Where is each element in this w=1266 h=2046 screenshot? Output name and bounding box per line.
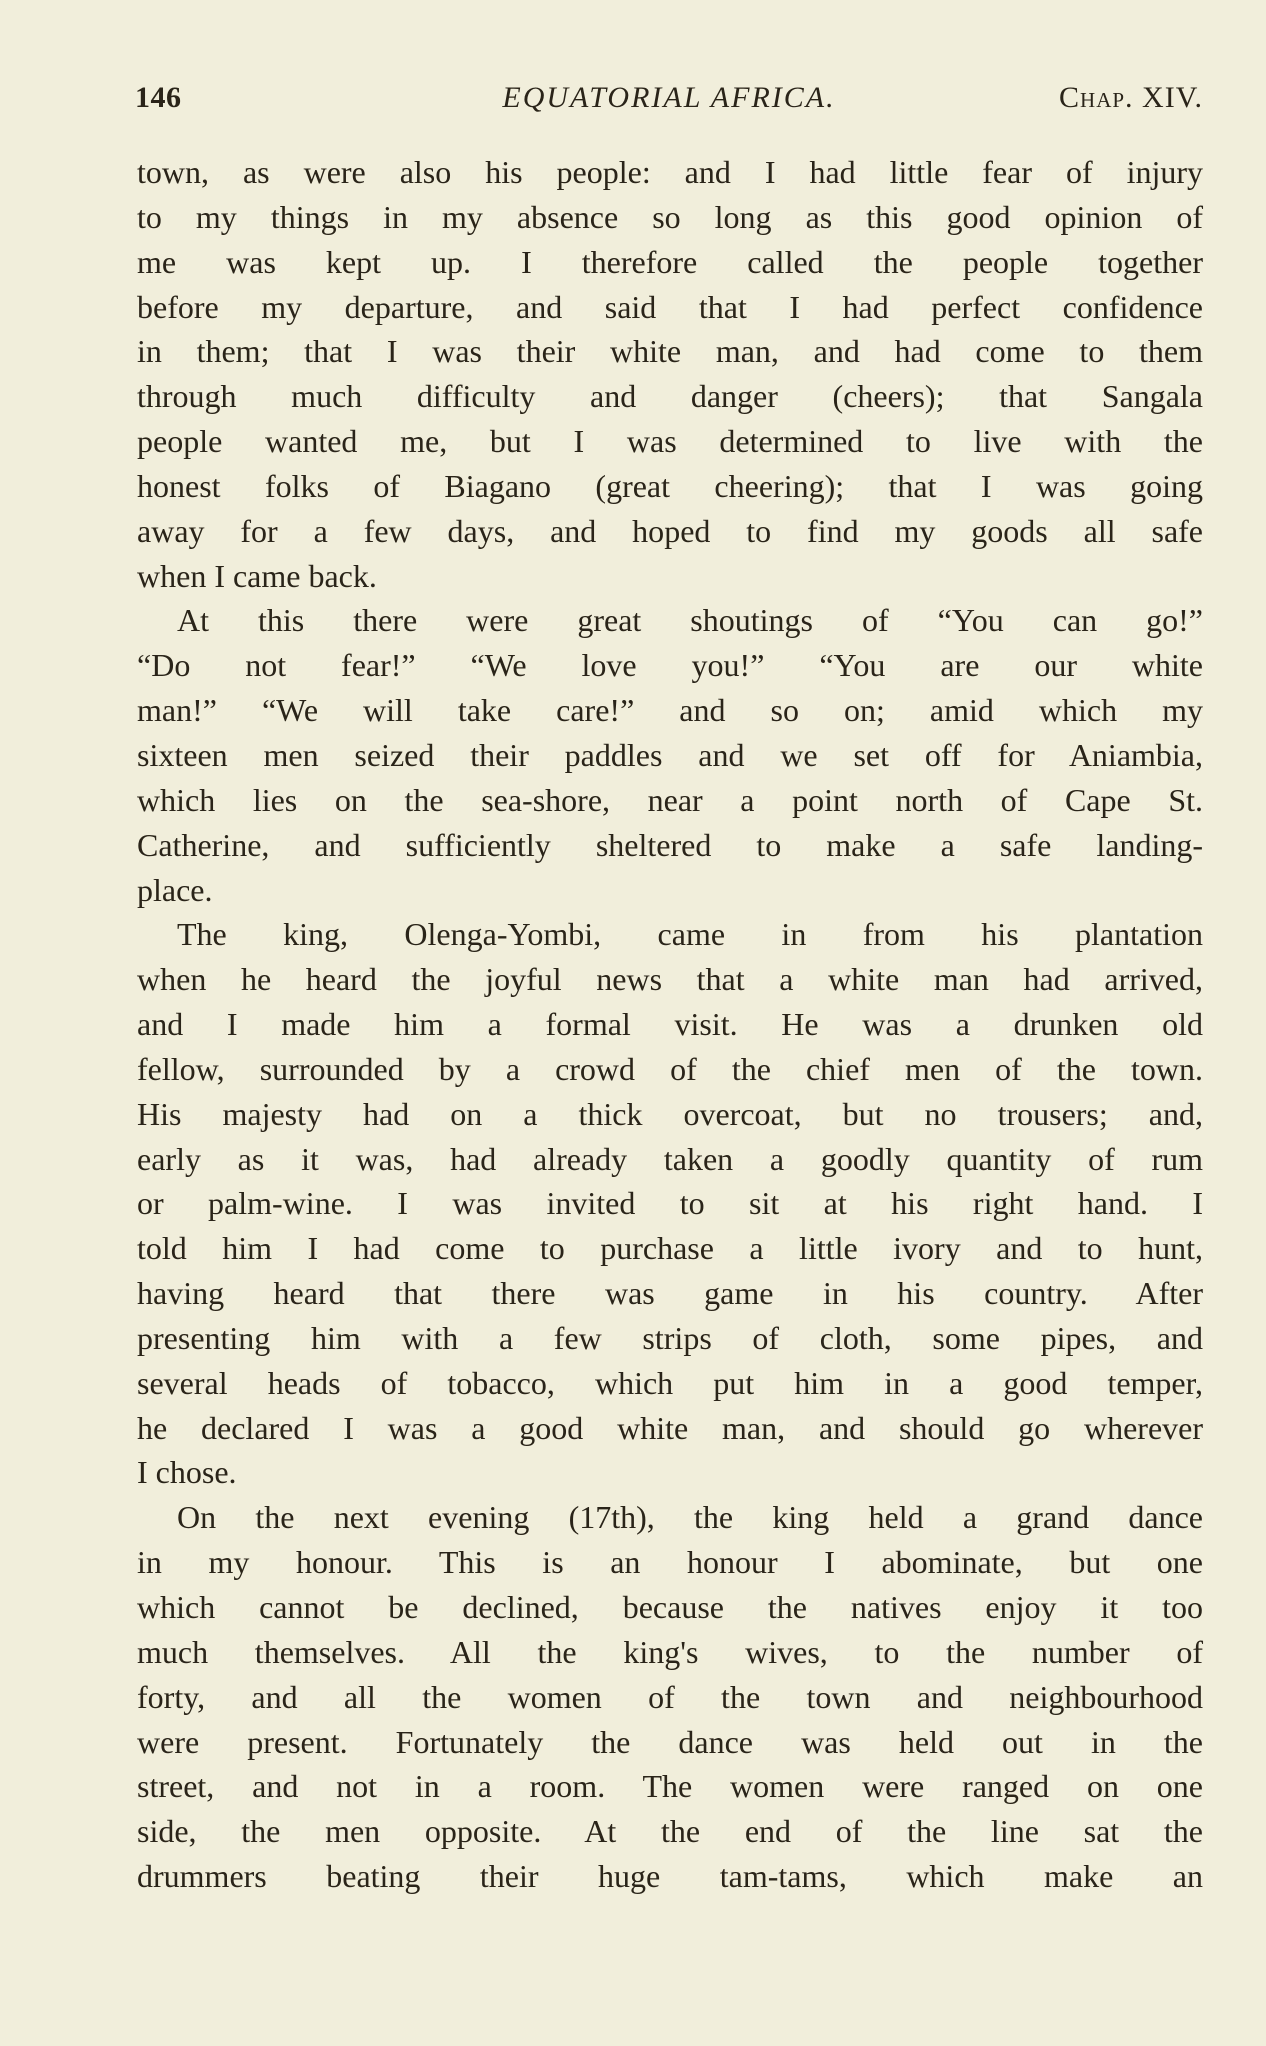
paragraph-start-line: On the next evening (17th), the king held a grand dance <box>177 1499 1203 1536</box>
text-line: which lies on the sea-shore, near a point north of Cape St. <box>137 781 1203 818</box>
text-line: people wanted me, but I was determined to live with the <box>137 423 1203 460</box>
text-line: when he heard the joyful news that a white man had arrived, <box>137 961 1203 998</box>
text-line: or palm-wine. I was invited to sit at his right hand. I <box>137 1185 1203 1222</box>
running-title: EQUATORIAL AFRICA. <box>502 81 836 114</box>
text-line: in my honour. This is an honour I abominate, but one <box>137 1544 1203 1581</box>
text-line: several heads of tobacco, which put him in a good temper, <box>137 1364 1203 1401</box>
text-line: he declared I was a good white man, and should go wherever <box>137 1409 1203 1446</box>
text-line: “Do not fear!” “We love you!” “You are our white <box>137 647 1203 684</box>
body-text <box>137 150 1203 1899</box>
text-line: before my departure, and said that I had perfect confidence <box>137 288 1203 325</box>
text-line: and I made him a formal visit. He was a drunken old <box>137 1006 1203 1043</box>
text-line: I chose. <box>137 1454 237 1491</box>
text-line: Catherine, and sufficiently sheltered to make a safe landing- <box>137 826 1203 863</box>
chapter-label: Chap. XIV. <box>1059 81 1203 114</box>
page-header <box>135 76 1203 120</box>
text-line: honest folks of Biagano (great cheering); that I was going <box>137 467 1203 504</box>
text-line: in them; that I was their white man, and had come to them <box>137 333 1203 370</box>
text-line: fellow, surrounded by a crowd of the chief men of the town. <box>137 1050 1203 1087</box>
text-line: man!” “We will take care!” and so on; amid which my <box>137 692 1203 729</box>
text-line: to my things in my absence so long as this good opinion of <box>137 198 1203 235</box>
text-line: place. <box>137 871 213 908</box>
text-line: much themselves. All the king's wives, to the number of <box>137 1633 1203 1670</box>
paragraph-start-line: The king, Olenga-Yombi, came in from his plantation <box>177 916 1203 953</box>
text-line: through much difficulty and danger (cheers); that Sangala <box>137 378 1203 415</box>
text-line: which cannot be declined, because the natives enjoy it too <box>137 1589 1203 1625</box>
text-line: town, as were also his people: and I had little fear of injury <box>137 154 1203 190</box>
text-line: forty, and all the women of the town and neighbourhood <box>137 1678 1203 1715</box>
text-line: away for a few days, and hoped to find my goods all safe <box>137 512 1203 549</box>
text-line: having heard that there was game in his country. After <box>137 1275 1203 1312</box>
text-line: street, and not in a room. The women were ranged on one <box>137 1768 1203 1805</box>
text-line: me was kept up. I therefore called the people together <box>137 243 1203 280</box>
text-line: His majesty had on a thick overcoat, but no trousers; and, <box>137 1095 1203 1132</box>
text-line: side, the men opposite. At the end of the line sat the <box>137 1813 1203 1850</box>
text-line: were present. Fortunately the dance was held out in the <box>137 1723 1203 1760</box>
page-number: 146 <box>135 81 182 114</box>
text-line: drummers beating their huge tam-tams, which make an <box>137 1858 1203 1895</box>
text-line: early as it was, had already taken a goodly quantity of rum <box>137 1140 1203 1177</box>
text-line: when I came back. <box>137 557 377 594</box>
text-line: presenting him with a few strips of cloth, some pipes, and <box>137 1319 1203 1356</box>
text-line: told him I had come to purchase a little ivory and to hunt, <box>137 1230 1203 1267</box>
text-line: sixteen men seized their paddles and we set off for Aniambia, <box>137 736 1203 773</box>
paragraph-start-line: At this there were great shoutings of “You can go!” <box>177 602 1203 639</box>
